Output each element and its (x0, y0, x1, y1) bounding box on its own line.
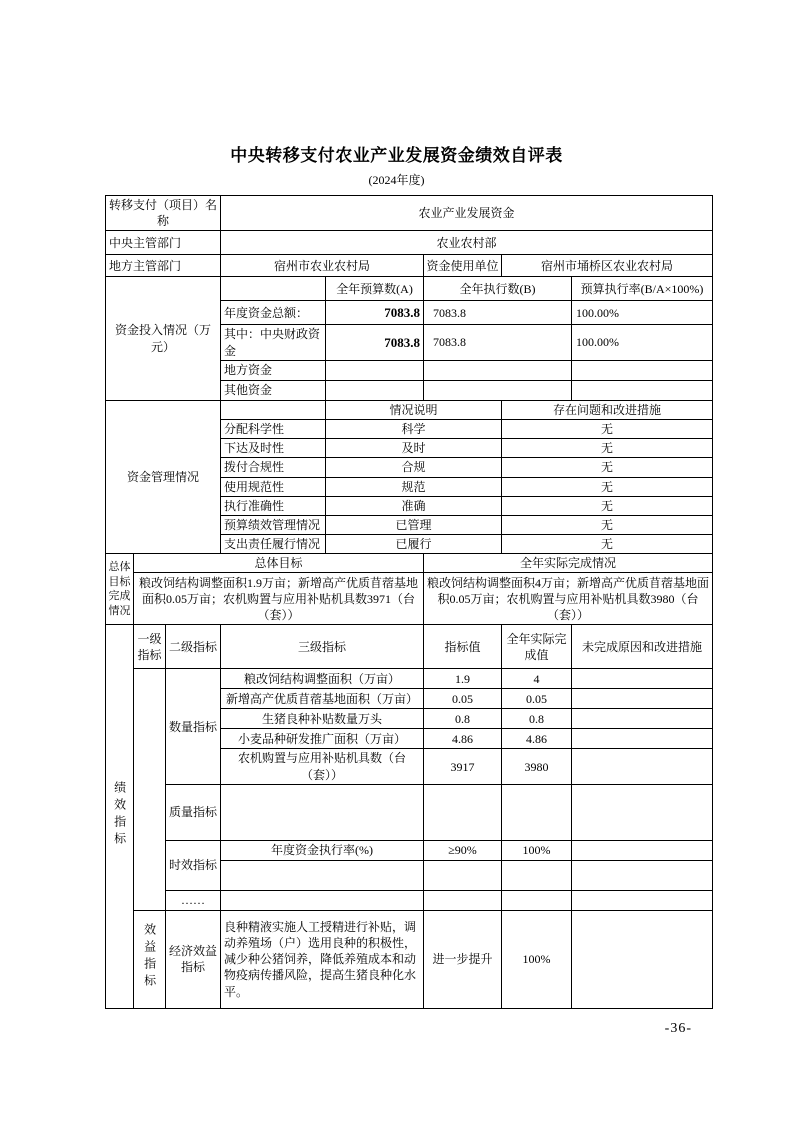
quality-label: 质量指标 (166, 784, 221, 840)
management-desc: 合规 (326, 458, 502, 477)
overall-section-label: 总体目标完成情况 (106, 554, 134, 625)
local-dept-value: 宿州市农业农村局 (221, 255, 424, 277)
benefit-level2-label: 经济效益指标 (166, 910, 221, 1008)
management-row-label: 分配科学性 (221, 419, 326, 438)
management-desc: 已履行 (326, 535, 502, 554)
timeliness-label: 时效指标 (166, 840, 221, 890)
empty-cell (502, 860, 572, 890)
reason-cell (572, 709, 713, 729)
indicator-actual: 3980 (502, 749, 572, 784)
investment-section-label: 资金投入情况（万元） (106, 277, 221, 400)
indicator-name: 粮改饲结构调整面积（万亩） (221, 669, 424, 689)
management-section-label: 资金管理情况 (106, 400, 221, 554)
management-row-label: 支出责任履行情况 (221, 535, 326, 554)
indicator-actual: 100% (502, 840, 572, 860)
management-row-label: 拨付合规性 (221, 458, 326, 477)
indicator-actual: 0.8 (502, 709, 572, 729)
indicator-actual: 4 (502, 669, 572, 689)
empty-cell (221, 400, 326, 419)
budget-column-header: 全年预算数(A) (326, 277, 424, 301)
reason-column-header: 未完成原因和改进措施 (572, 625, 713, 669)
reason-cell (572, 784, 713, 840)
local-dept-row (106, 255, 713, 277)
empty-cell (502, 890, 572, 910)
indicator-name: 农机购置与应用补贴机具数（台（套）） (221, 749, 424, 784)
indicator-actual: 100% (502, 910, 572, 1008)
management-issues: 无 (502, 439, 713, 458)
fund-user-value: 宿州市埇桥区农业农村局 (502, 255, 713, 277)
empty-cell (134, 669, 166, 910)
investment-row-label: 年度资金总额： (221, 301, 326, 325)
rate-value: 100.00% (572, 301, 713, 325)
ellipsis-label: …… (166, 890, 221, 910)
management-issues: 无 (502, 477, 713, 496)
management-issues: 无 (502, 458, 713, 477)
reason-cell (572, 910, 713, 1008)
project-name-value: 农业产业发展资金 (221, 196, 713, 231)
executed-value: 7083.8 (424, 301, 572, 325)
level3-column-header: 三级指标 (221, 625, 424, 669)
central-dept-value: 农业农村部 (221, 231, 713, 255)
indicator-target: 4.86 (424, 729, 502, 749)
empty-cell (572, 360, 713, 380)
management-desc: 准确 (326, 496, 502, 515)
desc-column-header: 情况说明 (326, 400, 502, 419)
performance-section-label (106, 625, 134, 1008)
overall-content-row (106, 573, 713, 625)
timeliness-indicator-row (106, 840, 713, 860)
management-row-label: 下达及时性 (221, 439, 326, 458)
investment-row-label: 其他资金 (221, 380, 326, 400)
empty-cell (424, 380, 572, 400)
empty-cell (502, 784, 572, 840)
benefit-level1-label (134, 910, 166, 1008)
empty-cell (221, 277, 326, 301)
empty-cell (424, 360, 572, 380)
reason-cell (572, 689, 713, 709)
indicator-name: 年度资金执行率(%) (221, 840, 424, 860)
overall-goal-header: 总体目标 (134, 554, 424, 573)
indicator-target: 1.9 (424, 669, 502, 689)
benefit-indicator-row (106, 910, 713, 1008)
overall-header-row (106, 554, 713, 573)
management-desc: 已管理 (326, 515, 502, 534)
indicator-name: 良种精液实施人工授精进行补贴，调动养殖场（户）选用良种的积极性，减少种公猪饲养，降低养殖成本和动物疫病传播风险，提高生猪良种化水平。 (221, 910, 424, 1008)
indicator-target: 3917 (424, 749, 502, 784)
empty-cell (424, 890, 502, 910)
indicator-target: 0.8 (424, 709, 502, 729)
target-column-header: 指标值 (424, 625, 502, 669)
management-row-label: 预算绩效管理情况 (221, 515, 326, 534)
indicator-target: 0.05 (424, 689, 502, 709)
page-number: -36- (664, 1020, 692, 1036)
overall-actual-header: 全年实际完成情况 (424, 554, 713, 573)
central-dept-label: 中央主管部门 (106, 231, 221, 255)
management-issues: 无 (502, 419, 713, 438)
project-name-row (106, 196, 713, 231)
indicator-name: 新增高产优质苜蓿基地面积（万亩） (221, 689, 424, 709)
reason-cell (572, 860, 713, 890)
indicator-name: 小麦品种研发推广面积（万亩） (221, 729, 424, 749)
local-dept-label: 地方主管部门 (106, 255, 221, 277)
management-row-label: 执行准确性 (221, 496, 326, 515)
investment-row-label: 其中：中央财政资金 (221, 325, 326, 360)
reason-cell (572, 890, 713, 910)
management-desc: 及时 (326, 439, 502, 458)
rate-value: 100.00% (572, 325, 713, 360)
budget-value: 7083.8 (326, 325, 424, 360)
investment-row-label: 地方资金 (221, 360, 326, 380)
empty-cell (221, 890, 424, 910)
management-issues: 无 (502, 535, 713, 554)
empty-cell (424, 784, 502, 840)
reason-cell (572, 669, 713, 689)
fund-user-label: 资金使用单位 (424, 255, 502, 277)
performance-section-label-text: 绩效指标 (112, 780, 127, 849)
empty-cell (424, 860, 502, 890)
performance-header-row (106, 625, 713, 669)
management-desc: 科学 (326, 419, 502, 438)
issues-column-header: 存在问题和改进措施 (502, 400, 713, 419)
reason-cell (572, 840, 713, 860)
indicator-target: 进一步提升 (424, 910, 502, 1008)
ellipsis-row (106, 890, 713, 910)
overall-goal-text: 粮改饲结构调整面积1.9万亩；新增高产优质苜蓿基地面积0.05万亩；农机购置与应用补贴机具数3971（台（套）） (134, 573, 424, 625)
management-issues: 无 (502, 496, 713, 515)
rate-column-header: 预算执行率(B/A×100%) (572, 277, 713, 301)
indicator-target: ≥90% (424, 840, 502, 860)
management-desc: 规范 (326, 477, 502, 496)
central-dept-row (106, 231, 713, 255)
page-subtitle: (2024年度) (368, 173, 425, 187)
management-issues: 无 (502, 515, 713, 534)
quality-indicator-row (106, 784, 713, 840)
actual-column-header: 全年实际完成值 (502, 625, 572, 669)
indicator-name: 生猪良种补贴数量万头 (221, 709, 424, 729)
empty-cell (221, 860, 424, 890)
level1-column-header: 一级指标 (134, 625, 166, 669)
reason-cell (572, 749, 713, 784)
quantity-indicator-row (106, 669, 713, 689)
executed-column-header: 全年执行数(B) (424, 277, 572, 301)
reason-cell (572, 729, 713, 749)
management-header-row (106, 400, 713, 419)
empty-cell (326, 380, 424, 400)
benefit-level1-text: 效益指标 (142, 923, 157, 992)
management-row-label: 使用规范性 (221, 477, 326, 496)
project-name-label: 转移支付（项目）名称 (106, 196, 221, 231)
executed-value: 7083.8 (424, 325, 572, 360)
overall-actual-text: 粮改饲结构调整面积4万亩；新增高产优质苜蓿基地面积0.05万亩；农机购置与应用补贴机具数3980（台（套）） (424, 573, 713, 625)
investment-header-row (106, 277, 713, 301)
empty-cell (221, 784, 424, 840)
budget-value: 7083.8 (326, 301, 424, 325)
level2-column-header: 二级指标 (166, 625, 221, 669)
self-evaluation-table (105, 195, 713, 1009)
quantity-label: 数量指标 (166, 669, 221, 784)
empty-cell (572, 380, 713, 400)
empty-cell (326, 360, 424, 380)
indicator-actual: 0.05 (502, 689, 572, 709)
page-title: 中央转移支付农业产业发展资金绩效自评表 (230, 146, 563, 165)
indicator-actual: 4.86 (502, 729, 572, 749)
